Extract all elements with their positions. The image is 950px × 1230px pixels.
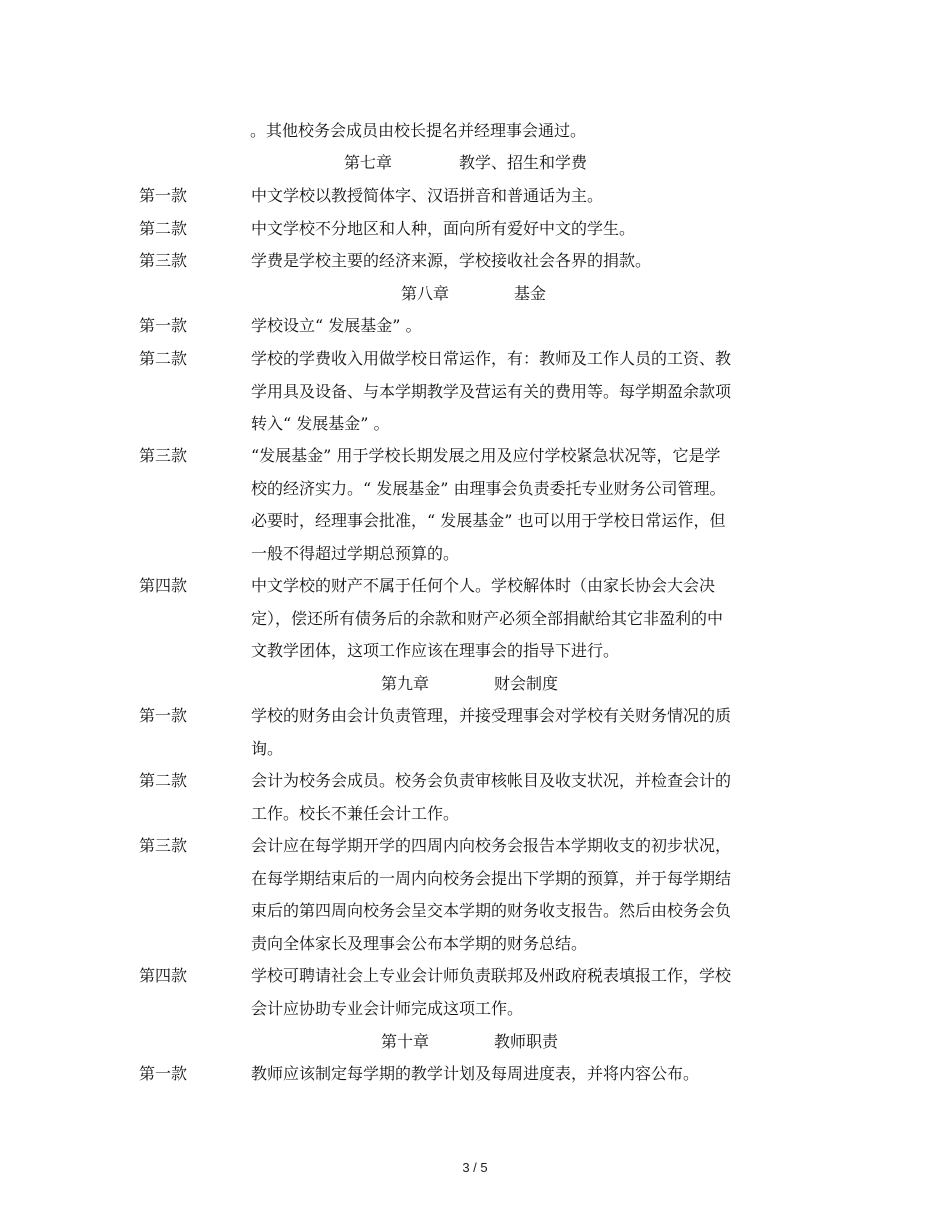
article-body bbox=[251, 765, 796, 830]
article-line: 学校设立“ 发展基金” 。 bbox=[251, 316, 422, 335]
article-line: 一般不得超过学期总预算的。 bbox=[251, 543, 460, 563]
article-number: 第二款 bbox=[139, 771, 188, 790]
chapter-title: 教学、招生和学费 bbox=[459, 153, 588, 172]
article-body bbox=[251, 830, 796, 960]
article-line: 束后的第四周向校务会呈交本学期的财务收支报告。然后由校务会负 bbox=[251, 901, 732, 920]
article-line: 会计应在每学期开学的四周内向校务会报告本学期收支的初步状况， bbox=[251, 836, 732, 855]
article-line: “发展基金” 用于学校长期发展之用及应付学校紧急状况等，它是学 bbox=[251, 446, 721, 465]
article-line: 定），偿还所有债务后的余款和财产必须全部捐献给其它非盈利的中 bbox=[251, 608, 724, 628]
article-number: 第一款 bbox=[139, 706, 188, 725]
chapter-number: 第九章 bbox=[381, 674, 430, 693]
article-line: 学校的学费收入用做学校日常运作，有：教师及工作人员的工资、教 bbox=[251, 349, 732, 368]
article-body bbox=[251, 213, 796, 246]
chapter-title: 教师职责 bbox=[494, 1032, 559, 1051]
article-line: 转入“ 发展基金” 。 bbox=[251, 414, 390, 433]
article-number: 第四款 bbox=[139, 576, 188, 595]
page-indicator: 3 / 5 bbox=[462, 1160, 488, 1175]
article-body bbox=[251, 700, 796, 765]
article-line: 中文学校以教授简体字、汉语拼音和普通话为主。 bbox=[251, 186, 604, 205]
article-body bbox=[251, 310, 796, 343]
article-number: 第二款 bbox=[139, 219, 188, 238]
article-number: 第一款 bbox=[139, 316, 188, 335]
article-number: 第二款 bbox=[139, 349, 188, 368]
chapter-title: 基金 bbox=[514, 284, 547, 303]
article-number: 第四款 bbox=[139, 966, 188, 985]
article-line: 学用具及设备、与本学期教学及营运有关的费用等。每学期盈余款项 bbox=[251, 381, 732, 401]
article-line: 责向全体家长及理事会公布本学期的财务总结。 bbox=[251, 933, 588, 953]
article-body bbox=[251, 1058, 796, 1091]
article-number: 第一款 bbox=[139, 186, 188, 205]
article-line: 必要时，经理事会批准，“ 发展基金” 也可以用于学校日常运作，但 bbox=[251, 511, 726, 530]
chapter-title: 财会制度 bbox=[494, 674, 559, 693]
chapter-number: 第七章 bbox=[344, 153, 393, 172]
article-line: 教师应该制定每学期的教学计划及每周进度表，并将内容公布。 bbox=[251, 1064, 700, 1083]
article-line: 询。 bbox=[251, 738, 284, 758]
chapter-number: 第十章 bbox=[381, 1032, 430, 1051]
article-line: 会计应协助专业会计师完成这项工作。 bbox=[251, 998, 524, 1018]
chapter-number: 第八章 bbox=[401, 284, 450, 303]
article-body bbox=[251, 960, 796, 1025]
article-body bbox=[251, 343, 796, 441]
article-number: 第三款 bbox=[139, 251, 188, 270]
article-line: 中文学校不分地区和人种，面向所有爱好中文的学生。 bbox=[251, 219, 636, 238]
article-line: 学校的财务由会计负责管理，并接受理事会对学校有关财务情况的质 bbox=[251, 706, 732, 725]
article-body bbox=[251, 245, 796, 278]
article-body bbox=[251, 570, 796, 668]
lead-text: 。其他校务会成员由校长提名并经理事会通过。 bbox=[250, 121, 587, 140]
article-line: 学费是学校主要的经济来源，学校接收社会各界的捐款。 bbox=[251, 251, 652, 270]
article-number: 第一款 bbox=[139, 1064, 188, 1083]
article-line: 文教学团体，这项工作应该在理事会的指导下进行。 bbox=[251, 641, 620, 660]
article-number: 第三款 bbox=[139, 446, 188, 465]
article-line: 中文学校的财产不属于任何个人。学校解体时（由家长协会大会决 bbox=[251, 576, 716, 595]
article-line: 工作。校长不兼任会计工作。 bbox=[251, 803, 460, 823]
article-line: 学校可聘请社会上专业会计师负责联邦及州政府税表填报工作，学校 bbox=[251, 966, 732, 985]
article-line: 在每学期结束后的一周内向校务会提出下学期的预算，并于每学期结 bbox=[251, 868, 732, 888]
article-number: 第三款 bbox=[139, 836, 188, 855]
article-body bbox=[251, 180, 796, 213]
article-line: 会计为校务会成员。校务会负责审核帐目及收支状况，并检查会计的 bbox=[251, 771, 732, 790]
article-body bbox=[251, 440, 796, 570]
article-line: 校的经济实力。“ 发展基金” 由理事会负责委托专业财务公司管理。 bbox=[251, 478, 726, 498]
